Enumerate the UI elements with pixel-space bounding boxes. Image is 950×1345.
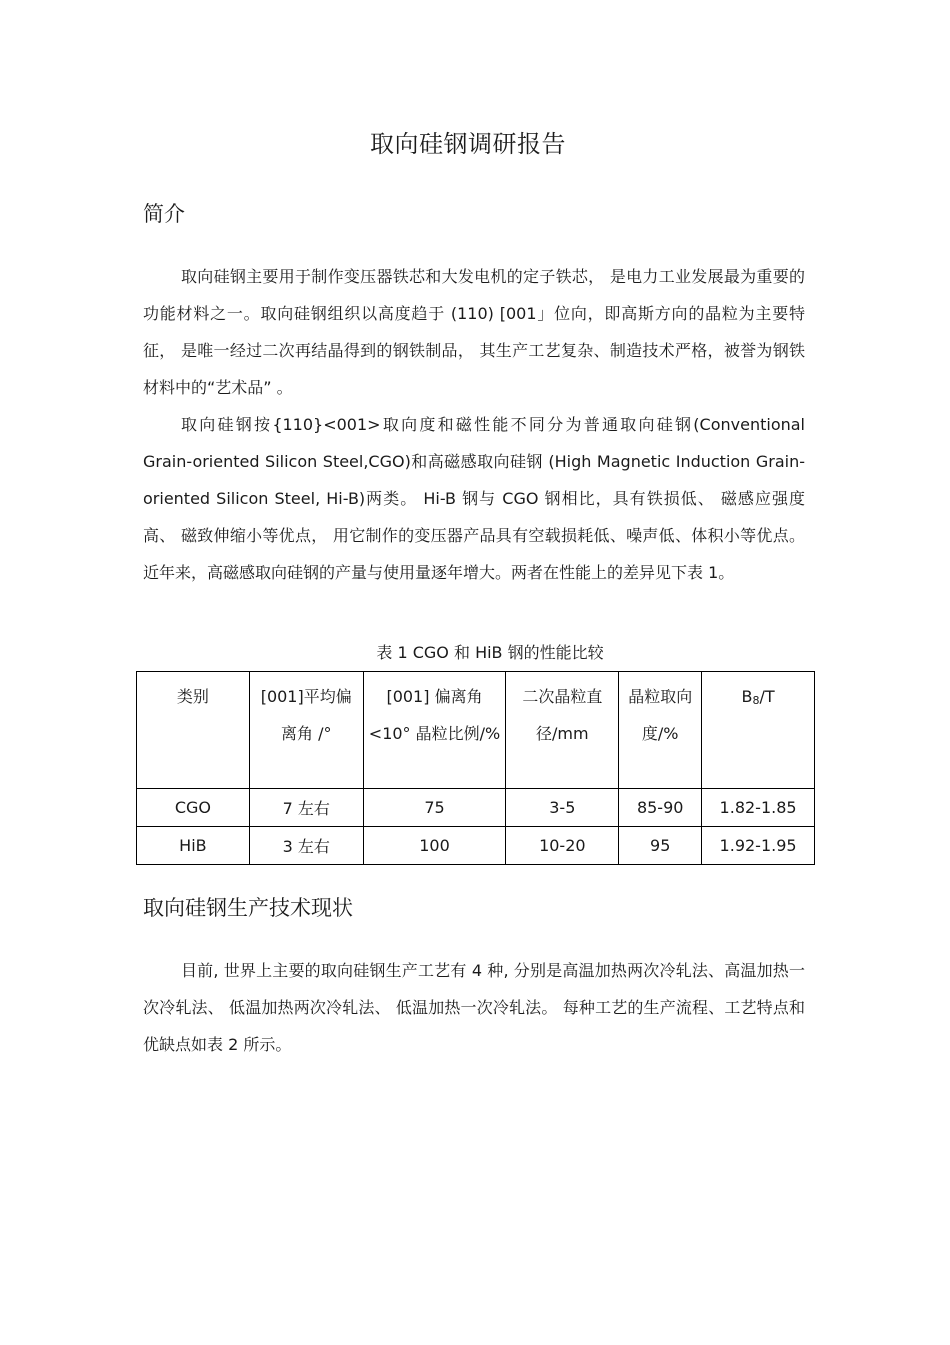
production-paragraph-1: 目前, 世界上主要的取向硅钢生产工艺有 4 种, 分别是高温加热两次冷轧法、高温加热一次冷轧法、 低温加热两次冷轧法、 低温加热一次冷轧法。 每种工艺的生产流程、工艺特点和优缺点如表 2 所示。 (143, 961, 805, 1054)
document-title: 取向硅钢调研报告 (370, 130, 566, 158)
header-avg-deviation: [001]平均偏离角 /° (249, 672, 363, 789)
production-text (143, 952, 805, 1063)
cell-deviation-ratio: 75 (363, 789, 506, 827)
header-grain-diameter: 二次晶粒直径/mm (506, 672, 619, 789)
table-header-row (137, 672, 815, 789)
header-b8 (702, 672, 815, 789)
intro-paragraph-1: 取向硅钢主要用于制作变压器铁芯和大发电机的定子铁芯， 是电力工业发展最为重要的功能材料之一。取向硅钢组织以高度趋于 (110) [001」位向，即高斯方向的晶粒为主要特征， 是唯一经过二次再结晶得到的钢铁制品， 其生产工艺复杂、制造技术严格，被誉为钢铁材料中的“艺术品” 。 (143, 267, 805, 397)
cell-orientation-degree: 85-90 (619, 789, 702, 827)
header-b8-sub: 8 (752, 694, 760, 707)
header-b8-unit: /T (759, 687, 775, 706)
table-row (137, 789, 815, 827)
cell-b8: 1.92-1.95 (702, 827, 815, 865)
section-heading-production: 取向硅钢生产技术现状 (143, 896, 353, 920)
cell-b8: 1.82-1.85 (702, 789, 815, 827)
section-heading-intro: 简介 (143, 202, 185, 226)
header-orientation-degree: 晶粒取向度/% (619, 672, 702, 789)
cell-grain-diameter: 10-20 (506, 827, 619, 865)
header-category: 类别 (137, 672, 250, 789)
intro-text (143, 258, 805, 591)
header-deviation-ratio: [001] 偏离角<10° 晶粒比例/% (363, 672, 506, 789)
cell-type: CGO (137, 789, 250, 827)
cell-grain-diameter: 3-5 (506, 789, 619, 827)
intro-paragraph-2: 取向硅钢按{110}<001>取向度和磁性能不同分为普通取向硅钢(Conventional Grain-oriented Silicon Steel,CGO)和高磁感取向硅钢 (High Magnetic Induction Grain-oriented Silicon Steel, Hi-B)两类。 Hi-B 钢与 CGO 钢相比，具有铁损低、 磁感应强度高、 磁致伸缩小等优点， 用它制作的变压器产品具有空载损耗低、噪声低、体积小等优点。近年来，高磁感取向硅钢的产量与使用量逐年增大。两者在性能上的差异见下表 1。 (143, 415, 805, 582)
table-caption: 表 1 CGO 和 HiB 钢的性能比较 (376, 643, 604, 662)
cell-avg-deviation: 7 左右 (249, 789, 363, 827)
comparison-table (136, 671, 815, 865)
header-b8-main: B (741, 687, 753, 706)
cell-orientation-degree: 95 (619, 827, 702, 865)
cell-type: HiB (137, 827, 250, 865)
cell-deviation-ratio: 100 (363, 827, 506, 865)
cell-avg-deviation: 3 左右 (249, 827, 363, 865)
table-row (137, 827, 815, 865)
